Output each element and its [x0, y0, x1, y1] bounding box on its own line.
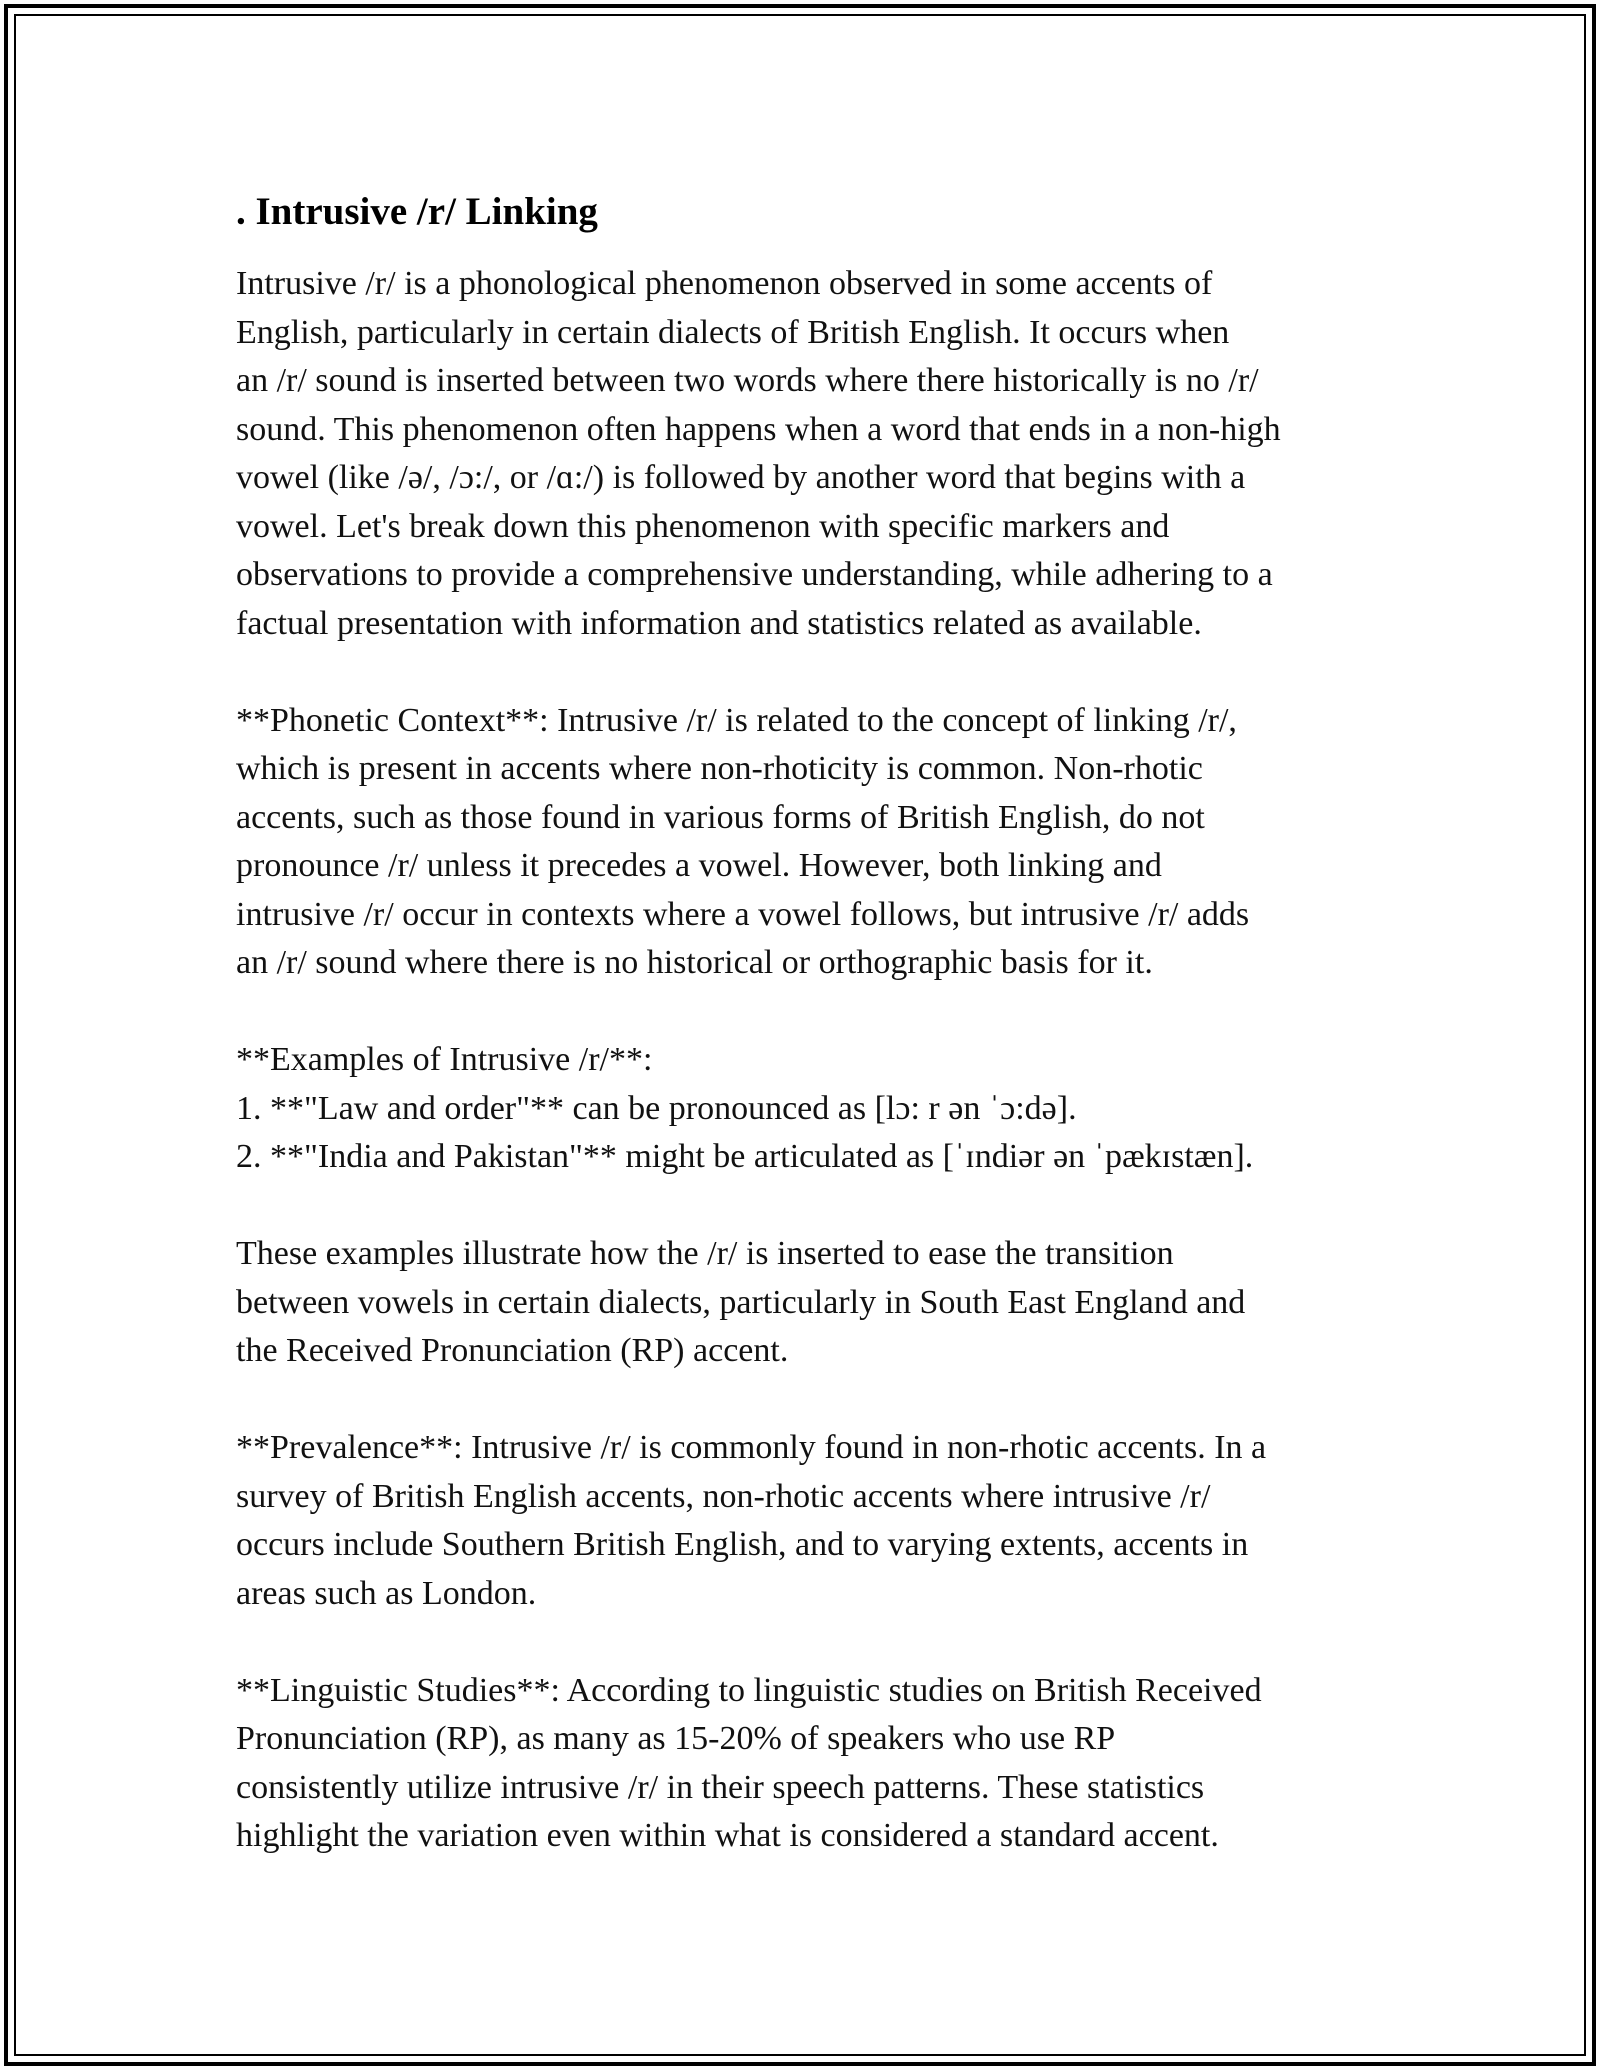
text-line: **Linguistic Studies**: According to linguistic studies on British Received	[236, 1671, 1262, 1709]
text-line: **Prevalence**: Intrusive /r/ is commonly found in non-rhotic accents. In a	[236, 1429, 1267, 1466]
paragraph-linguistic-studies	[236, 1667, 1376, 1861]
text-line: areas such as London.	[236, 1574, 537, 1612]
text-line: English, particularly in certain dialects of British English. It occurs when	[236, 313, 1230, 351]
text-line: survey of British English accents, non-rhotic accents where intrusive /r/	[236, 1477, 1211, 1515]
paragraph-prevalence	[236, 1424, 1376, 1618]
text-line: between vowels in certain dialects, particularly in South East England and	[236, 1283, 1246, 1321]
text-line: an /r/ sound is inserted between two words where there historically is no /r/	[236, 362, 1259, 399]
text-line: occurs include Southern British English, and to varying extents, accents in	[236, 1526, 1249, 1563]
text-line: consistently utilize intrusive /r/ in their speech patterns. These statistics	[236, 1768, 1205, 1806]
paragraph-illustration	[236, 1230, 1376, 1376]
text-line: Intrusive /r/ is a phonological phenomenon observed in some accents of	[236, 265, 1213, 302]
text-line: pronounce /r/ unless it precedes a vowel. However, both linking and	[236, 847, 1162, 884]
text-line: observations to provide a comprehensive understanding, while adhering to a	[236, 556, 1273, 593]
text-line: factual presentation with information and statistics related as available.	[236, 604, 1202, 642]
paragraph-phonetic-context	[236, 697, 1376, 988]
document-body	[236, 188, 1376, 1861]
paragraph-introduction	[236, 260, 1376, 648]
text-line: **Phonetic Context**: Intrusive /r/ is related to the concept of linking /r/,	[236, 701, 1237, 739]
text-line: accents, such as those found in various forms of British English, do not	[236, 798, 1205, 836]
text-line: sound. This phenomenon often happens when a word that ends in a non-high	[236, 410, 1281, 448]
text-line: These examples illustrate how the /r/ is inserted to ease the transition	[236, 1235, 1174, 1272]
text-line: **Examples of Intrusive /r/**:	[236, 1041, 653, 1078]
list-item: 1. **"Law and order"** can be pronounced as [lɔ: r ən ˈɔ:də].	[236, 1089, 1077, 1127]
paragraph-examples	[236, 1036, 1376, 1182]
text-line: which is present in accents where non-rhoticity is common. Non-rhotic	[236, 750, 1203, 787]
text-line: vowel (like /ə/, /ɔ:/, or /ɑ:/) is followed by another word that begins with a	[236, 459, 1246, 496]
document-title: . Intrusive /r/ Linking	[236, 190, 598, 233]
text-line: vowel. Let's break down this phenomenon with specific markers and	[236, 507, 1170, 545]
text-line: highlight the variation even within what is considered a standard accent.	[236, 1817, 1219, 1854]
text-line: Pronunciation (RP), as many as 15-20% of speakers who use RP	[236, 1720, 1116, 1757]
text-line: an /r/ sound where there is no historical or orthographic basis for it.	[236, 944, 1153, 981]
list-item: 2. **"India and Pakistan"** might be articulated as [ˈɪndiər ən ˈpækɪstæn].	[236, 1138, 1254, 1175]
text-line: intrusive /r/ occur in contexts where a vowel follows, but intrusive /r/ adds	[236, 895, 1250, 933]
text-line: the Received Pronunciation (RP) accent.	[236, 1332, 789, 1369]
